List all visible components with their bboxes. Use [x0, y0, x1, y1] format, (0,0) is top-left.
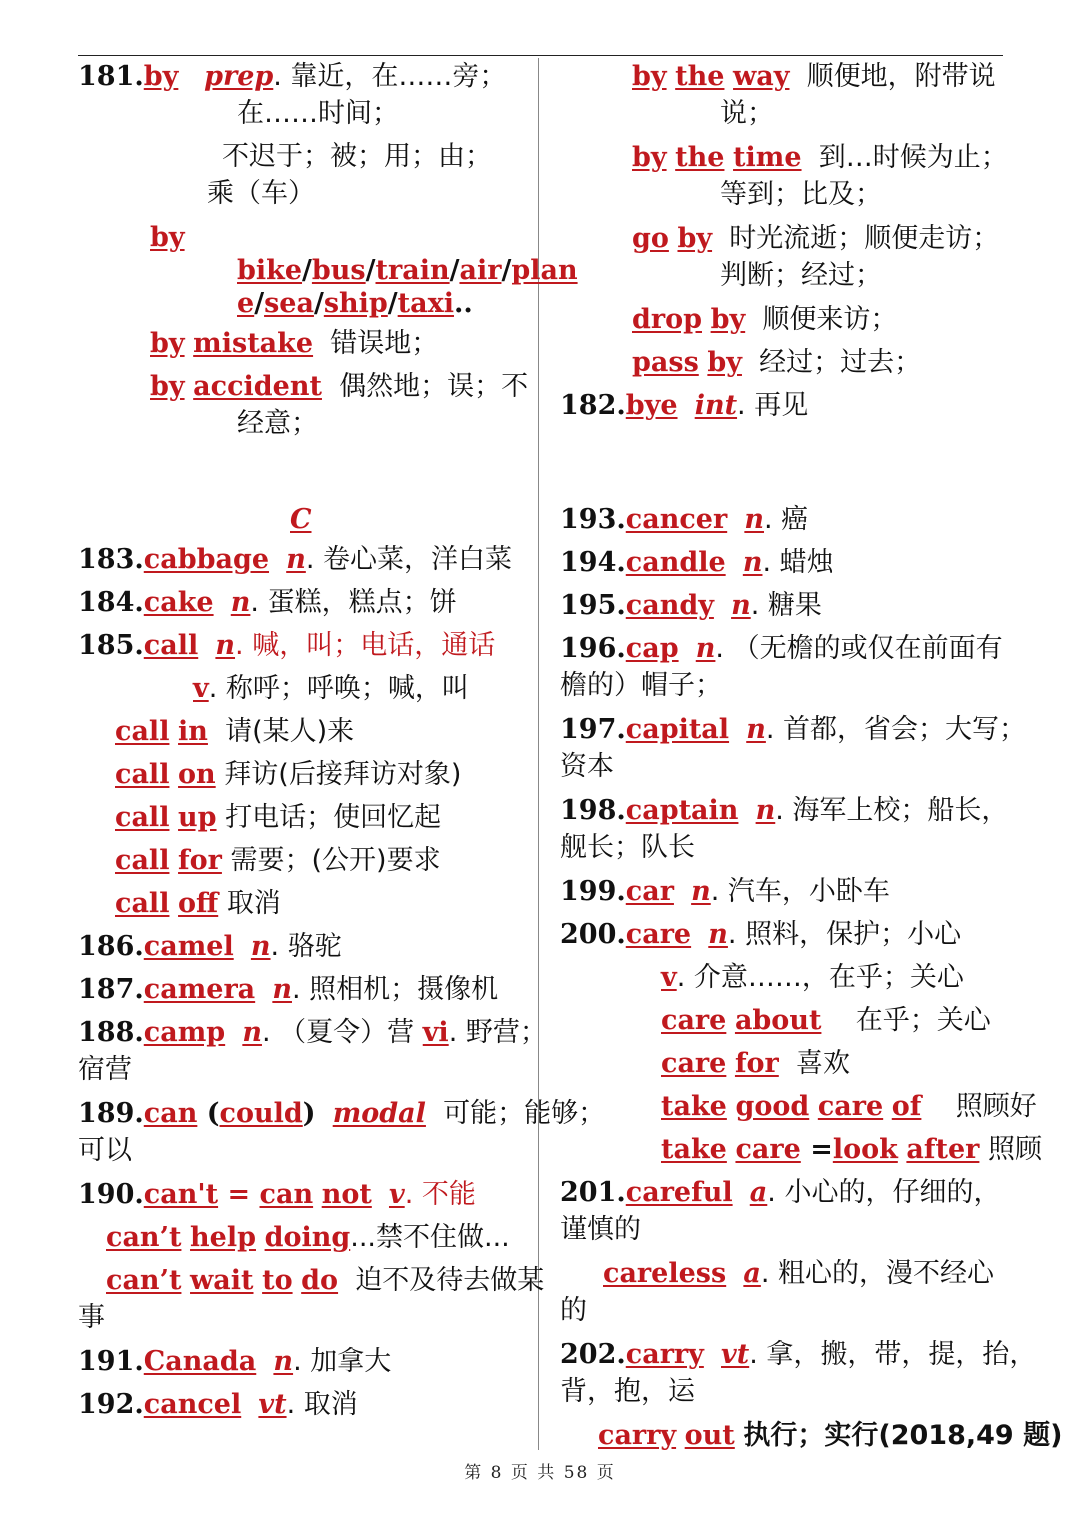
entry-185-verb: [193, 672, 469, 706]
phrase-word: care: [661, 1048, 727, 1079]
phrase-word: time: [733, 142, 802, 173]
page-footer: 第 8 页 共 58 页: [464, 1463, 616, 1483]
phrase-word: call: [115, 759, 170, 790]
definition-line: 不迟于；被；用；由；: [222, 141, 492, 172]
phrase-go-by: [632, 222, 999, 256]
definition: . 靠近，在……旁；: [273, 61, 507, 92]
phrase-word: up: [178, 802, 217, 833]
headword: cap: [625, 633, 679, 664]
definition: 拜访(后接拜访对象): [224, 759, 462, 790]
part-of-speech: modal: [332, 1098, 426, 1129]
entry-184: [78, 586, 457, 620]
headword: camp: [143, 1017, 226, 1048]
definition: . 小心的，仔细的，: [767, 1177, 1001, 1208]
part-of-speech: n: [695, 633, 716, 664]
paren: (: [197, 1098, 220, 1129]
phrase-word: about: [734, 1005, 822, 1036]
part-of-speech: vt: [721, 1339, 750, 1370]
entry-number: 186.: [78, 931, 144, 962]
headword: cancer: [625, 504, 728, 535]
entry-200: [560, 918, 961, 952]
headword: camera: [143, 974, 256, 1005]
phrase-word: can’t: [106, 1265, 182, 1296]
phrase-word: by: [707, 347, 742, 378]
entry-193: [560, 503, 808, 537]
phrase-word: by: [677, 223, 713, 254]
definition: . （无檐的或仅在前面有: [715, 633, 1003, 664]
phrase-word: off: [178, 888, 219, 919]
phrase-word: can’t: [106, 1222, 182, 1253]
part-of-speech: a: [743, 1258, 761, 1289]
entry-number: 183.: [78, 544, 144, 575]
entry-number: 188.: [78, 1017, 144, 1048]
phrase-word: the: [675, 61, 725, 92]
phrase-call-for: [115, 844, 441, 878]
part-of-speech: prep: [204, 61, 274, 92]
phrase-word: way: [733, 61, 790, 92]
definition: . 糖果: [750, 590, 822, 621]
definition: . 照相机；摄像机: [291, 974, 499, 1005]
headword: car: [625, 876, 674, 907]
headword: cabbage: [143, 544, 270, 575]
definition: . 汽车，小卧车: [710, 876, 890, 907]
part-of-speech: n: [742, 547, 763, 578]
headword: cake: [143, 587, 214, 618]
definition: . 癌: [764, 504, 809, 535]
entry-number: 200.: [560, 919, 626, 950]
phrase-call-in: [115, 715, 354, 749]
phrase-word: accident: [193, 371, 322, 402]
phrase-word: plan: [511, 255, 578, 286]
definition: 时光流逝；顺便走访；: [729, 223, 1000, 254]
phrase-word: doing: [264, 1222, 351, 1253]
phrase-word: call: [115, 888, 170, 919]
phrase-word: take: [661, 1134, 727, 1165]
part-of-speech: n: [691, 876, 711, 907]
definition: 到…时候为止；: [818, 142, 1008, 173]
definition-line: 说；: [720, 98, 774, 129]
phrase-word: take: [661, 1091, 727, 1122]
phrase-word: sea: [264, 288, 314, 319]
phrase-word: taxi: [397, 288, 454, 319]
phrase-care-about: [661, 1004, 991, 1038]
definition: . 加拿大: [293, 1346, 392, 1377]
phrase-call-on: [115, 758, 461, 792]
entry-number: 192.: [78, 1389, 144, 1420]
top-rule: [78, 55, 1003, 56]
paren: ): [302, 1098, 316, 1129]
part-of-speech: n: [215, 630, 236, 661]
phrase-take-good-care-of: [661, 1090, 1037, 1124]
phrase-by: [150, 221, 185, 255]
definition: ...禁不住做...: [350, 1222, 510, 1253]
phrase-word: care: [817, 1091, 884, 1122]
definition: 打电话；使回忆起: [225, 802, 442, 833]
phrase-by-mistake: [150, 327, 438, 361]
definition: . 再见: [737, 390, 809, 421]
phrase-by-accident: [150, 370, 528, 404]
phrase-by-the-way: [632, 60, 996, 94]
definition: 顺便地，附带说: [806, 61, 996, 92]
definition: 喜欢: [795, 1048, 850, 1079]
entry-number: 197.: [560, 714, 626, 745]
definition: . 称呼；呼唤；喊，叫: [208, 673, 469, 704]
entry-182: [560, 389, 808, 423]
phrase-word: train: [375, 255, 450, 286]
definition: . 取消: [286, 1389, 358, 1420]
definition-line: 谨慎的: [560, 1214, 641, 1245]
phrase-word: care: [735, 1134, 801, 1165]
entry-number: 191.: [78, 1346, 144, 1377]
part-of-speech: n: [242, 1017, 262, 1048]
headword-variant: could: [219, 1098, 303, 1129]
headword: care: [625, 919, 692, 950]
definition: . 粗心的，漫不经心: [760, 1258, 995, 1289]
definition: . 骆驼: [270, 931, 342, 962]
headword: can't: [143, 1179, 219, 1210]
entry-201: [560, 1176, 1000, 1210]
part-of-speech: n: [286, 544, 306, 575]
definition: . 喊，叫；电话，通话: [235, 630, 496, 661]
entry-number: 187.: [78, 974, 144, 1005]
entry-194: [560, 546, 834, 580]
entry-199: [560, 875, 890, 909]
entry-number: 194.: [560, 547, 626, 578]
definition-line: 宿营: [78, 1054, 132, 1085]
definition-line: 乘（车）: [207, 178, 315, 209]
part-of-speech: n: [731, 590, 751, 621]
definition: 需要；(公开)要求: [230, 845, 441, 876]
equals: =: [218, 1179, 260, 1210]
phrase-word: drop: [632, 304, 702, 335]
headword: careful: [625, 1177, 733, 1208]
entry-number: 189.: [78, 1098, 144, 1129]
headword: careless: [603, 1258, 727, 1289]
entry-number: 181.: [78, 61, 144, 92]
phrase-word: for: [734, 1048, 779, 1079]
part-of-speech: n: [273, 1346, 294, 1377]
phrase-word: care: [661, 1005, 727, 1036]
headword: can: [143, 1098, 198, 1129]
phrase-word: by: [150, 371, 185, 402]
phrase-word: of: [891, 1091, 922, 1122]
phrase-word: go: [632, 223, 669, 254]
entry-number: 193.: [560, 504, 626, 535]
definition: 迫不及待去做某: [355, 1265, 545, 1296]
equals: =: [800, 1134, 833, 1165]
definition: . 海军上校；船长，: [775, 795, 1009, 826]
entry-189: [78, 1097, 605, 1131]
part-of-speech: n: [230, 587, 251, 618]
phrase-word: bus: [311, 255, 366, 286]
entry-202: [560, 1338, 1036, 1372]
definition-line: 事: [78, 1302, 105, 1333]
phrase-care-for: [661, 1047, 850, 1081]
phrase-word: out: [684, 1420, 735, 1451]
definition-line: 等到；比及；: [720, 179, 882, 210]
headword: captain: [625, 795, 739, 826]
entry-198: [560, 794, 1008, 828]
phrase-word: by: [632, 61, 667, 92]
phrase-cant-wait: [106, 1264, 544, 1298]
entry-number: 190.: [78, 1179, 144, 1210]
definition-line: 可以: [78, 1135, 132, 1166]
part-of-speech: n: [744, 504, 764, 535]
headword: carry: [625, 1339, 704, 1370]
phrase-transport-cont: e/sea/ship/taxi..: [237, 288, 473, 319]
definition-line: 经意；: [237, 408, 318, 439]
phrase-carry-out: [598, 1419, 1062, 1453]
phrase-word: mistake: [193, 328, 314, 359]
definition: . 蜡烛: [762, 547, 834, 578]
headword: can: [259, 1179, 314, 1210]
phrase-call-off: [115, 887, 281, 921]
ellipsis: ..: [453, 288, 473, 319]
phrase-cant-help: [106, 1221, 510, 1255]
definition: 在乎；关心: [855, 1005, 991, 1036]
phrase-word: call: [115, 845, 170, 876]
phrase-word: ship: [323, 288, 388, 319]
entry-188: [78, 1016, 547, 1050]
phrase-word: the: [675, 142, 725, 173]
entry-181: [78, 60, 506, 94]
definition: 照顾: [987, 1134, 1042, 1165]
headword: camel: [143, 931, 234, 962]
definition: . （夏令）营: [261, 1017, 415, 1048]
entry-number: 198.: [560, 795, 626, 826]
part-of-speech: int: [694, 390, 738, 421]
headword: cancel: [143, 1389, 242, 1420]
headword: by: [143, 61, 179, 92]
headword: capital: [625, 714, 730, 745]
definition-line: 背，抱，运: [560, 1376, 695, 1407]
phrase-word: bike: [237, 255, 303, 286]
part-of-speech: v: [388, 1179, 405, 1210]
entry-number: 184.: [78, 587, 144, 618]
phrase-word: carry: [598, 1420, 677, 1451]
definition: 错误地；: [330, 328, 439, 359]
phrase-word: by: [710, 304, 746, 335]
definition-line: 檐的）帽子；: [560, 670, 722, 701]
headword: bye: [625, 390, 678, 421]
headword: candle: [625, 547, 726, 578]
definition: 执行；实行(2018,49 题): [743, 1420, 1063, 1451]
definition-line: 的: [560, 1295, 587, 1326]
entry-number: 201.: [560, 1177, 626, 1208]
phrase-word: wait: [190, 1265, 254, 1296]
phrase-word: look: [832, 1134, 898, 1165]
part-of-speech: n: [250, 931, 271, 962]
entry-183: [78, 543, 512, 577]
definition: . 卷心菜，洋白菜: [305, 544, 512, 575]
entry-186: [78, 930, 342, 964]
entry-197: [560, 713, 1026, 747]
entry-number: 202.: [560, 1339, 626, 1370]
entry-careless: [603, 1257, 994, 1291]
definition: . 首都，省会；大写；: [765, 714, 1027, 745]
phrase-word: e: [237, 288, 255, 319]
phrase-pass-by: [632, 346, 921, 380]
phrase-word: air: [459, 255, 502, 286]
definition-line: 在……时间；: [237, 98, 399, 129]
definition: . 蛋糕，糕点；饼: [250, 587, 457, 618]
part-of-speech: a: [749, 1177, 768, 1208]
phrase-call-up: [115, 801, 441, 835]
phrase-word: after: [906, 1134, 980, 1165]
phrase-word: by: [150, 328, 185, 359]
entry-187: [78, 973, 498, 1007]
definition: 可能；能够；: [443, 1098, 606, 1129]
part-of-speech: v: [661, 962, 677, 993]
part-of-speech: v: [193, 673, 209, 704]
phrase-word: by: [632, 142, 667, 173]
phrase-word: call: [115, 716, 170, 747]
entry-192: [78, 1388, 358, 1422]
part-of-speech: vi: [422, 1017, 449, 1048]
phrase-word: on: [178, 759, 216, 790]
part-of-speech: n: [755, 795, 776, 826]
phrase-word: pass: [632, 347, 699, 378]
definition-line: 资本: [560, 751, 614, 782]
phrase-word: in: [178, 716, 208, 747]
definition-line: 舰长；队长: [560, 832, 695, 863]
part-of-speech: n: [746, 714, 766, 745]
phrase-word: good: [735, 1091, 810, 1122]
headword: call: [143, 630, 199, 661]
definition: . 不能: [404, 1179, 476, 1210]
entry-number: 182.: [560, 390, 626, 421]
entry-number: 185.: [78, 630, 144, 661]
part-of-speech: vt: [258, 1389, 287, 1420]
definition: 请(某人)来: [225, 716, 355, 747]
section-heading: C: [290, 504, 312, 535]
definition: 顺便来访；: [762, 304, 898, 335]
phrase-word: to: [262, 1265, 293, 1296]
phrase-word: help: [190, 1222, 256, 1253]
entry-196: [560, 632, 1003, 666]
section-letter: [290, 503, 312, 537]
definition: . 拿，搬，带，提，抬，: [749, 1339, 1037, 1370]
headword: candy: [625, 590, 714, 621]
entry-190: [78, 1178, 476, 1212]
headword: Canada: [143, 1346, 257, 1377]
definition: . 照料，保护；小心: [727, 919, 962, 950]
phrase-word: for: [178, 845, 222, 876]
entry-185: [78, 629, 495, 663]
entry-number: 199.: [560, 876, 626, 907]
part-of-speech: n: [272, 974, 292, 1005]
phrase-word: call: [115, 802, 170, 833]
phrase-drop-by: [632, 303, 897, 337]
definition: 取消: [226, 888, 281, 919]
part-of-speech: n: [708, 919, 728, 950]
definition: 偶然地；误；不: [339, 371, 529, 402]
phrase-by-the-time: [632, 141, 1008, 175]
entry-200-verb: [661, 961, 964, 995]
entry-number: 195.: [560, 590, 626, 621]
definition-line: 判断；经过；: [720, 260, 882, 291]
phrase-take-care: [661, 1133, 1042, 1167]
phrase-word: by: [150, 222, 185, 253]
definition: . 介意……，在乎；关心: [676, 962, 964, 993]
definition: . 野营；: [448, 1017, 547, 1048]
definition: 照顾好: [955, 1091, 1037, 1122]
definition: 经过；过去；: [759, 347, 922, 378]
phrase-word: do: [301, 1265, 339, 1296]
headword: not: [321, 1179, 372, 1210]
phrase-transport: bike/bus/train/air/plan: [237, 255, 578, 286]
entry-number: 196.: [560, 633, 626, 664]
entry-191: [78, 1345, 391, 1379]
entry-195: [560, 589, 822, 623]
